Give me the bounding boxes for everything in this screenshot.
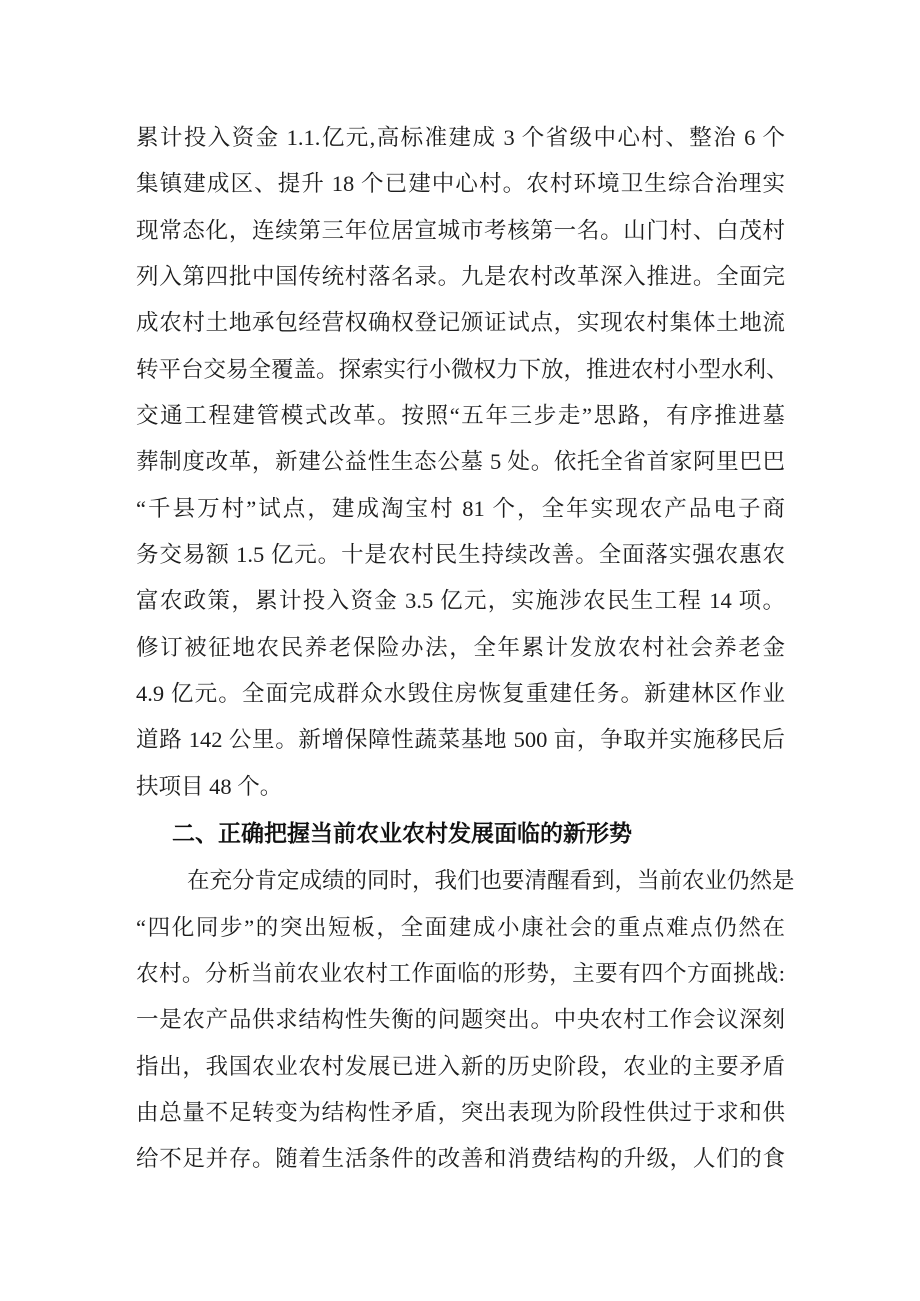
- text-line: 扶项目 48 个。: [136, 773, 283, 799]
- text-line: “四化同步”的突出短板，全面建成小康社会的重点难点仍然在: [136, 914, 785, 940]
- text-line: 现常态化，连续第三年位居宣城市考核第一名。山门村、白茂村: [136, 217, 785, 243]
- text-line: 累计投入资金 1.1.亿元,高标准建成 3 个省级中心村、整治 6 个: [136, 125, 785, 150]
- paragraph-continuation: [136, 115, 789, 810]
- text-line: 道路 142 公里。新增保障性蔬菜基地 500 亩，争取并实施移民后: [136, 727, 785, 753]
- text-line: 务交易额 1.5 亿元。十是农村民生持续改善。全面落实强农惠农: [136, 542, 785, 568]
- text-line: 指出，我国农业农村发展已进入新的历史阶段，农业的主要矛盾: [136, 1053, 785, 1079]
- text-line: 转平台交易全覆盖。探索实行小微权力下放，推进农村小型水利、: [136, 356, 789, 382]
- paragraph-body: [136, 858, 795, 1182]
- text-line: 一是农产品供求结构性失衡的问题突出。中央农村工作会议深刻: [136, 1007, 785, 1033]
- text-line: 交通工程建管模式改革。按照“五年三步走”思路，有序推进墓: [136, 403, 785, 429]
- text-line: 集镇建成区、提升 18 个已建中心村。农村环境卫生综合治理实: [136, 171, 785, 197]
- text-line: 给不足并存。随着生活条件的改善和消费结构的升级，人们的食: [136, 1146, 785, 1172]
- text-line: 列入第四批中国传统村落名录。九是农村改革深入推进。全面完: [136, 264, 785, 290]
- text-line: 成农村土地承包经营权确权登记颁证试点，实现农村集体土地流: [136, 310, 785, 336]
- text-line: 在充分肯定成绩的同时，我们也要清醒看到，当前农业仍然是: [187, 868, 795, 894]
- text-line: “千县万村”试点，建成淘宝村 81 个，全年实现农产品电子商: [136, 495, 785, 521]
- document-text-block: [136, 115, 795, 1183]
- section-heading: 二、正确把握当前农业农村发展面临的新形势: [172, 821, 632, 847]
- text-line: 由总量不足转变为结构性矛盾，突出表现为阶段性供过于求和供: [136, 1099, 785, 1125]
- text-line: 葬制度改革，新建公益性生态公墓 5 处。依托全省首家阿里巴巴: [136, 449, 785, 475]
- text-line: 4.9 亿元。全面完成群众水毁住房恢复重建任务。新建林区作业: [136, 681, 785, 707]
- text-line: 富农政策，累计投入资金 3.5 亿元，实施涉农民生工程 14 项。: [136, 588, 785, 614]
- text-line: 农村。分析当前农业农村工作面临的形势，主要有四个方面挑战:: [136, 960, 785, 986]
- text-line: 修订被征地农民养老保险办法，全年累计发放农村社会养老金: [136, 634, 785, 660]
